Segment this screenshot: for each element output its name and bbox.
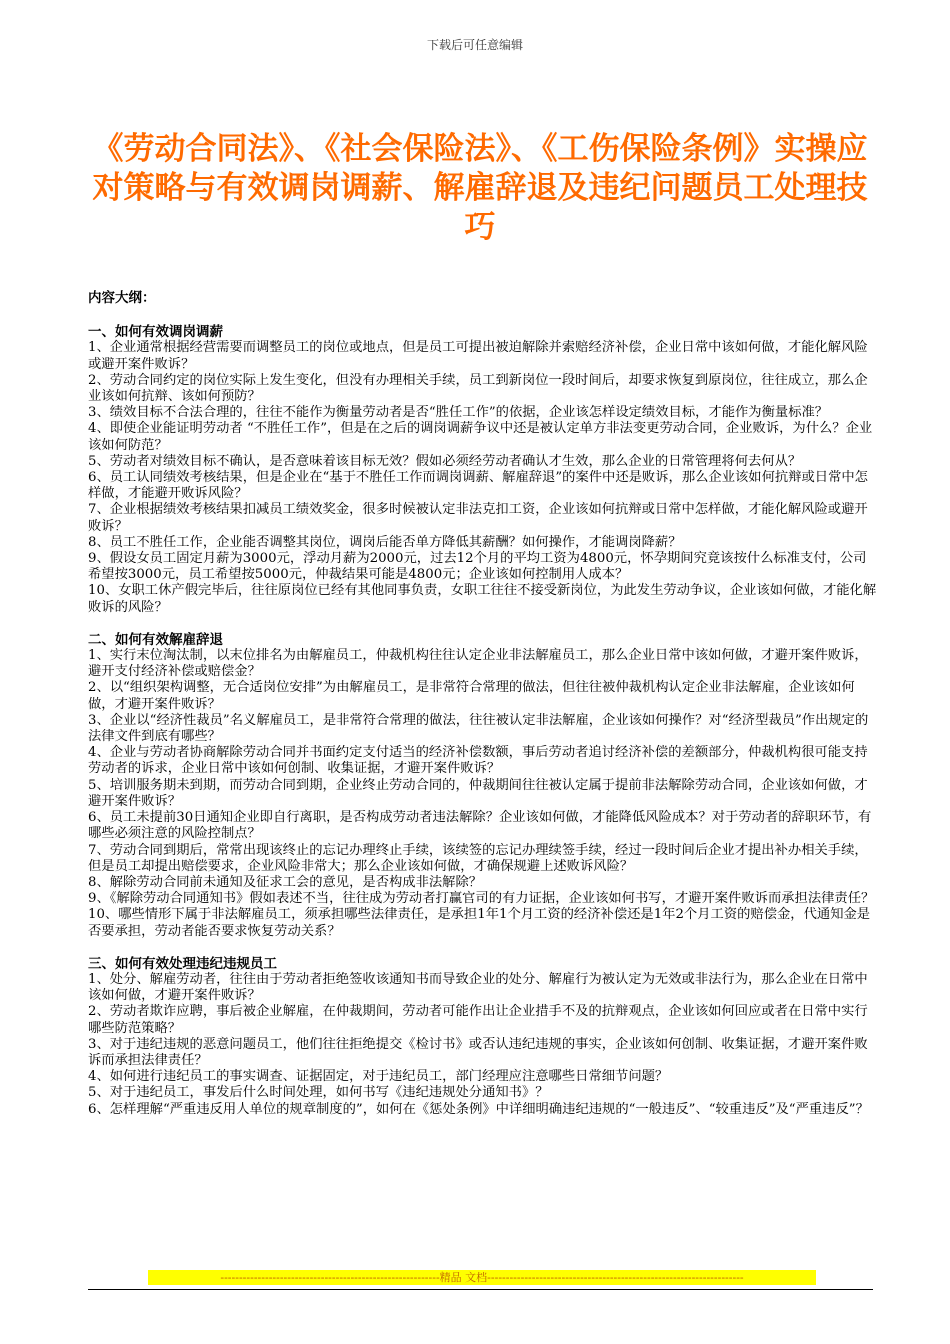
document-title: 《劳动合同法》、《社会保险法》、《工伤保险条例》实操应对策略与有效调岗调薪、解雇辞退及违纪问题员工处理技巧 xyxy=(92,131,868,245)
list-item: 7、企业根据绩效考核结果扣减员工绩效奖金，很多时候被认定非法克扣工资，企业该如何抗辩或日常中怎样做，才能化解风险或避开败诉？ xyxy=(88,502,868,534)
list-item: 1、企业通常根据经营需要而调整员工的岗位或地点，但是员工可提出被迫解除并索赔经济补偿，企业日常中该如何做，才能化解风险或避开案件败诉？ xyxy=(88,340,868,372)
list-item: 8、解除劳动合同前未通知及征求工会的意见，是否构成非法解除？ xyxy=(88,874,483,890)
list-item: 3、对于违纪违规的恶意问题员工，他们往往拒绝提交《检讨书》或否认违纪违规的事实，企业该如何创制、收集证据，才避开案件败诉而承担法律责任？ xyxy=(88,1036,868,1068)
list-item: 5、对于违纪员工，事发后什么时间处理，如何书写《违纪违规处分通知书》？ xyxy=(88,1085,549,1101)
list-item: 2、劳动合同约定的岗位实际上发生变化，但没有办理相关手续，员工到新岗位一段时间后，却要求恢复到原岗位，往往成立，那么企业该如何抗辩、该如何预防？ xyxy=(88,372,868,405)
header-note: 下载后可任意编辑 xyxy=(426,38,523,52)
list-item: 3、企业以“经济性裁员”名义解雇员工，是非常符合常理的做法，往往被认定非法解雇，企业该如何操作？对“经济型裁员”作出规定的法律文件到底有哪些？ xyxy=(88,712,869,745)
list-item: 6、员工认同绩效考核结果，但是企业在“基于不胜任工作而调岗调薪、解雇辞退”的案件中还是败诉，那么企业该如何抗辩或日常中怎样做，才能避开败诉风险？ xyxy=(88,470,868,502)
list-item: 10、女职工休产假完毕后，往往原岗位已经有其他同事负责，女职工往往不接受新岗位，为此发生劳动争议，企业该如何做，才能化解败诉的风险？ xyxy=(88,583,877,615)
section-dismissal xyxy=(88,632,878,940)
list-item: 5、劳动者对绩效目标不确认，是否意味着该目标无效？假如必须经劳动者确认才生效，那么企业的日常管理将何去何从？ xyxy=(88,453,802,469)
list-item: 10、哪些情形下属于非法解雇员工，须承担哪些法律责任，是承担1年1个月工资的经济补偿还是1年2个月工资的赔偿金，代通知金是否要承担，劳动者能否要求恢复劳动关系？ xyxy=(88,907,871,939)
section-adjust-post-salary xyxy=(88,324,878,616)
list-item: 9、《解除劳动合同通知书》假如表述不当，往往成为劳动者打赢官司的有力证据，企业该如何书写，才避开案件败诉而承担法律责任？ xyxy=(88,891,875,907)
list-item: 4、企业与劳动者协商解除劳动合同并书面约定支付适当的经济补偿数额，事后劳动者追讨经济补偿的差额部分，仲裁机构很可能支持劳动者的诉求，企业日常中该如何创制、收集证据，才避开案件败诉？ xyxy=(88,745,868,777)
list-item: 9、假设女员工固定月薪为3000元，浮动月薪为2000元，过去12个月的平均工资为4800元，怀孕期间究竟该按什么标准支付，公司希望按3000元，员工希望按5000元，仲裁结果可能是4800元；企业该如何控制用人成本？ xyxy=(88,551,867,583)
list-item: 8、员工不胜任工作，企业能否调整其岗位，调岗后能否单方降低其薪酬？如何操作，才能调岗降薪？ xyxy=(88,534,682,550)
section-title: 二、如何有效解雇辞退 xyxy=(88,631,223,648)
outline-label: 内容大纲： xyxy=(88,290,156,306)
list-item: 6、员工未提前30日通知企业即自行离职，是否构成劳动者违法解除？企业该如何做，才能降低风险成本？对于劳动者的辞职环节，有哪些必须注意的风险控制点？ xyxy=(88,810,872,842)
section-disciplinary xyxy=(88,956,878,1118)
list-item: 4、即使企业能证明劳动者 “不胜任工作”，但是在之后的调岗调薪争议中还是被认定单方非法变更劳动合同，企业败诉，为什么？企业该如何防范？ xyxy=(88,421,873,453)
list-item: 3、绩效目标不合法合理的，往往不能作为衡量劳动者是否“胜任工作”的依据，企业该怎样设定绩效目标，才能作为衡量标准？ xyxy=(88,405,829,421)
footer-divider xyxy=(88,1289,873,1290)
list-item: 1、实行末位淘汰制，以末位排名为由解雇员工，仲裁机构往往认定企业非法解雇员工，那么企业日常中该如何做，才避开案件败诉，避开支付经济补偿或赔偿金？ xyxy=(88,648,868,680)
section-title: 三、如何有效处理违纪违规员工 xyxy=(88,955,277,972)
footer-banner: -----------------------------------------------------------精品 文档--------------------------------------------------------------------- xyxy=(148,1270,816,1285)
list-item: 4、如何进行违纪员工的事实调查、证据固定，对于违纪员工，部门经理应注意哪些日常细节问题？ xyxy=(88,1069,669,1085)
section-title: 一、如何有效调岗调薪 xyxy=(88,324,223,341)
document-body xyxy=(88,290,878,1134)
list-item: 7、劳动合同到期后，常常出现该终止的忘记办理终止手续，该续签的忘记办理续签手续，经过一段时间后企业才提出补办相关手续，但是员工却提出赔偿要求，企业风险非常大；那么企业该如何做，才确保规避上述败诉风险？ xyxy=(88,842,868,874)
list-item: 2、劳动者欺诈应聘，事后被企业解雇，在仲裁期间，劳动者可能作出让企业措手不及的抗辩观点，企业该如何回应或者在日常中实行哪些防范策略？ xyxy=(88,1004,868,1036)
list-item: 2、以“组织架构调整，无合适岗位安排”为由解雇员工，是非常符合常理的做法，但往往被仲裁机构认定企业非法解雇，企业该如何做，才避开案件败诉？ xyxy=(88,680,855,712)
list-item: 6、怎样理解“严重违反用人单位的规章制度的”，如何在《惩处条例》中详细明确违纪违规的“一般违反”、“较重违反”及“严重违反”？ xyxy=(88,1101,869,1117)
list-item: 1、处分、解雇劳动者，往往由于劳动者拒绝签收该通知书而导致企业的处分、解雇行为被认定为无效或非法行为，那么企业在日常中该如何做，才避开案件败诉？ xyxy=(88,971,868,1004)
list-item: 5、培训服务期未到期，而劳动合同到期，企业终止劳动合同的，仲裁期间往往被认定属于提前非法解除劳动合同，企业该如何做，才避开案件败诉？ xyxy=(88,777,868,809)
